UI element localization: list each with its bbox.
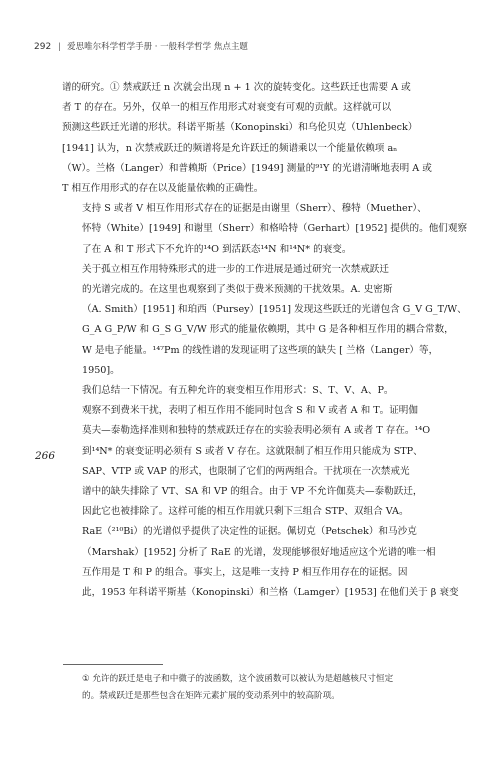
text-line: 了在 A 和 T 形式下不允许的¹⁴O 到活跃态¹⁴N 和¹⁴N* 的衰变。 [82, 243, 352, 255]
text-line: 怀特（White）[1949] 和谢里（Sherr）和格哈特（Gerhart）[1952] 提供的。他们观察 [82, 223, 468, 235]
text-line: 预测这些跃迁光谱的形状。科诺平斯基（Konopinski）和乌伦贝克（Uhlenbeck） [62, 122, 418, 134]
paragraph [62, 260, 467, 381]
text-line: [1941] 认为，n 次禁戒跃迁的频谱将是允许跃迁的频谱乘以一个能量依赖项 aₙ [62, 142, 398, 154]
text-line: 者 T 的存在。另外，仅单一的相互作用形式对衰变有可观的贡献。这样就可以 [62, 102, 392, 114]
text-line: 关于孤立相互作用特殊形式的进一步的工作进展是通过研究一次禁戒跃迁 [82, 263, 389, 275]
text-line: 因此它也被排除了。这样可能的相互作用就只剩下三组合 STP、双组合 VA。 [82, 506, 409, 518]
margin-page-number: 266 [35, 450, 56, 462]
text-line: 观察不到费米干扰，表明了相互作用不能同时包含 S 和 V 或者 A 和 T。证明伽 [82, 405, 418, 417]
text-line: 谱中的缺失排除了 VT、SA 和 VP 的组合。由于 VP 不允许伽莫夫—泰勒跃迁， [82, 486, 423, 498]
header-separator: | [58, 42, 62, 52]
footnote [82, 671, 457, 705]
page-number: 292 [34, 42, 52, 52]
text-line: （Marshak）[1952] 分析了 RaE 的光谱，发现能够很好地适应这个光谱的唯一相 [82, 546, 436, 558]
footnote-line: 的。禁戒跃迁是那些包含在矩阵元素扩展的变动系列中的较高阶项。 [82, 691, 340, 701]
paragraph [62, 78, 452, 199]
paragraph [62, 522, 459, 603]
text-line: 莫夫—泰勒选择准则和独特的禁戒跃迁存在的实验表明必须有 A 或者 T 存在。¹⁴O [82, 425, 431, 437]
text-line: W 是电子能量。¹⁴⁷Pm 的线性谱的发现证明了这些项的缺失 [ 兰格（Langer）等， [82, 344, 439, 356]
text-line: 互作用是 T 和 P 的组合。事实上，这是唯一支持 P 相互作用存在的证据。因 [82, 566, 408, 578]
text-line: 到¹⁴N* 的衰变证明必须有 S 或者 V 存在。这就限制了相互作用只能成为 STP、 [82, 445, 423, 457]
body-text [62, 78, 468, 603]
running-header [34, 40, 464, 52]
text-line: 谱的研究。① 禁戒跃迁 n 次就会出现 n + 1 次的旋转变化。这些跃迁也需要 A 或 [62, 82, 411, 93]
paragraph [62, 381, 452, 522]
text-line: （W）。兰格（Langer）和普赖斯（Price）[1949] 测量的⁹¹Y 的光谱清晰地表明 A 或 [62, 162, 432, 174]
footnote-line: ① 允许的跃迁是电子和中微子的波函数，这个波函数可以被认为是超越核尺寸恒定 [82, 674, 394, 684]
text-line: SAP、VTP 或 VAP 的形式，也限制了它们的两两组合。干扰项在一次禁戒光 [82, 465, 410, 477]
text-line: 我们总结一下情况。有五种允许的衰变相互作用形式：S、T、V、A、P。 [82, 385, 394, 397]
text-line: 此，1953 年科诺平斯基（Konopinski）和兰格（Lamger）[1953] 在他们关于 β 衰变 [82, 587, 459, 599]
text-line: （A. Smith）[1951] 和珀西（Pursey）[1951] 发现这些跃迁的光谱包含 G_V G_T/W、 [82, 304, 467, 316]
text-line: 支持 S 或者 V 相互作用形式存在的证据是由谢里（Sherr）、穆特（Muether）、 [82, 203, 427, 215]
text-line: 的光谱完成的。在这里也观察到了类似于费米预测的干扰效果。A. 史密斯 [82, 284, 393, 296]
text-line: G_A G_P/W 和 G_S G_V/W 形式的能量依赖期，其中 G 是各种相互作用的耦合常数， [82, 324, 454, 336]
text-line: 1950]。 [82, 364, 120, 376]
running-head-title: 爱思唯尔科学哲学手册 · 一般科学哲学 焦点主题 [67, 42, 248, 52]
footnote-rule [63, 664, 163, 665]
paragraph [62, 199, 468, 260]
text-line: T 相互作用形式的存在以及能量依赖的正确性。 [62, 183, 264, 195]
text-line: RaE（²¹⁰Bi）的光谱似乎提供了决定性的证据。佩切克（Petschek）和马沙克 [82, 526, 417, 538]
